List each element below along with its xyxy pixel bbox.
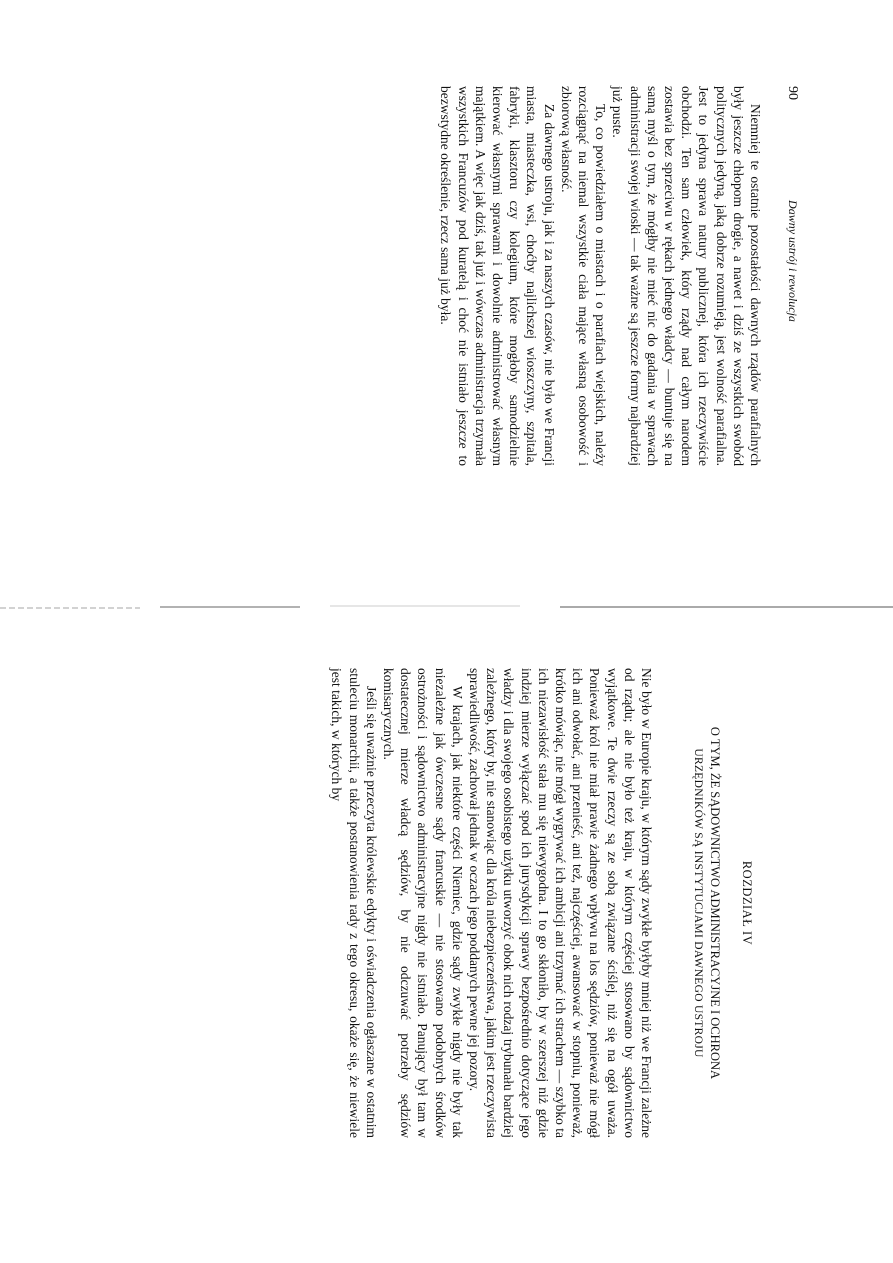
paragraph: W krajach, jak niektóre części Niemiec, gdzie sądy zwykłe nigdy nie były tak niezależne jak ówczesne sądy francuskie — nie stosowano podobnych środków ostrożności i sądownictwo administracyjne nigdy nie istniało. Panujący był tam w dostatecznej mierze władcą sędziów, by nie odczuwać potrzeby sędziów komisarycznych. xyxy=(380,668,465,1138)
paragraph: Nie było w Europie kraju, w którym sądy zwykłe byłyby mniej niż we Francji zależne od rządu; ale nie było też kraju, w którym częściej stosowano by sądownictwo wyjątkowe. Te dwie rzeczy są ze sobą związane ściślej, niż się na ogół uważa. Ponieważ król nie miał prawie żadnego wpływu na los sędziów, ponieważ nie mógł ich ani odwołać, ani przenieść, ani też, najczęściej, awansować w stopniu, ponieważ, krótko mówiąc, nie mógł wygrywać ich ambicji ani trzymać ich strachem — szybko ta ich niezawisłość stała mu się niewygodna. I to go skłoniło, by w szerszej niż gdzie indziej mierze wyłączać spod ich jurysdykcji sprawy bezpośrednio dotyczące jego władzy i dla swojego osobistego użytku utworzyć obok nich rodzaj trybunału bardziej zależnego, który by, nie stanowiąc dla króla niebezpieczeństwa, jakim jest rzeczywista sprawiedliwość, zachował jednak w oczach jego poddanych pewne jej pozory. xyxy=(466,668,654,1138)
paragraph: Niemniej te ostatnie pozostałości dawnych rządów parafialnych były jeszcze chłopom drogie, a nawet i dziś ze wszystkich swobód politycznych jedyną, jaką dobrze rozumieją, jest wolność parafialna. Jest to jedyna sprawa natury publicznej, która ich rzeczywiście obchodzi. Ten sam człowiek, który rządy nad całym narodem zostawia bez sprzeciwu w rękach jednego władcy — buntuje się na samą myśl o tym, że mógłby nie mieć nic do gadania w sprawach administracji swojej wioski — tak ważne są jeszcze formy najbardziej już puste. xyxy=(610,86,763,466)
page-number: 90 xyxy=(785,86,800,100)
running-title: Dawny ustrój i rewolucja xyxy=(786,200,800,322)
left-page xyxy=(400,86,800,466)
chapter-title-line: O TYM, ŻE SĄDOWNICTWO ADMINISTRACYJNE I OCHRONA xyxy=(708,726,722,1080)
chapter-subtitle: URZĘDNIKÓW SĄ INSTYTUCJAMI DAWNEGO USTROJU xyxy=(692,748,704,1058)
paragraph: To, co powiedziałem o miastach i o parafiach wiejskich, należy rozciągnąć na niemal wszystkie ciała mające własną osobowość i zbiorową własność. xyxy=(558,86,609,466)
paragraph: Za dawnego ustroju, jak i za naszych czasów, nie było we Francji miasta, miasteczka, wsi, choćby najlichszej wioszczyny, szpitala, fabryki, klasztoru czy kolegium, które mogłoby samodzielnie kierować własnymi sprawami i dowolnie administrować własnym majątkiem. A więc jak dziś, tak już i wówczas administracja trzymała wszystkich Francuzów pod kuratelą i choć nie istniało jeszcze to bezwstydne określenie, rzecz sama już była. xyxy=(438,86,557,466)
right-page xyxy=(80,668,800,1138)
running-head xyxy=(778,86,800,466)
chapter-title xyxy=(689,668,723,1138)
page-gutter-rule xyxy=(0,601,893,615)
paragraph: Jeśli się uważnie przeczyta królewskie edykty i oświadczenia ogłaszane w ostatnim stuleciu monarchii, a także postanowienia rady z tego okresu, okaże się, że niewiele jest takich, w których by xyxy=(329,668,379,1138)
chapter-number: ROZDZIAŁ IV xyxy=(740,860,754,946)
